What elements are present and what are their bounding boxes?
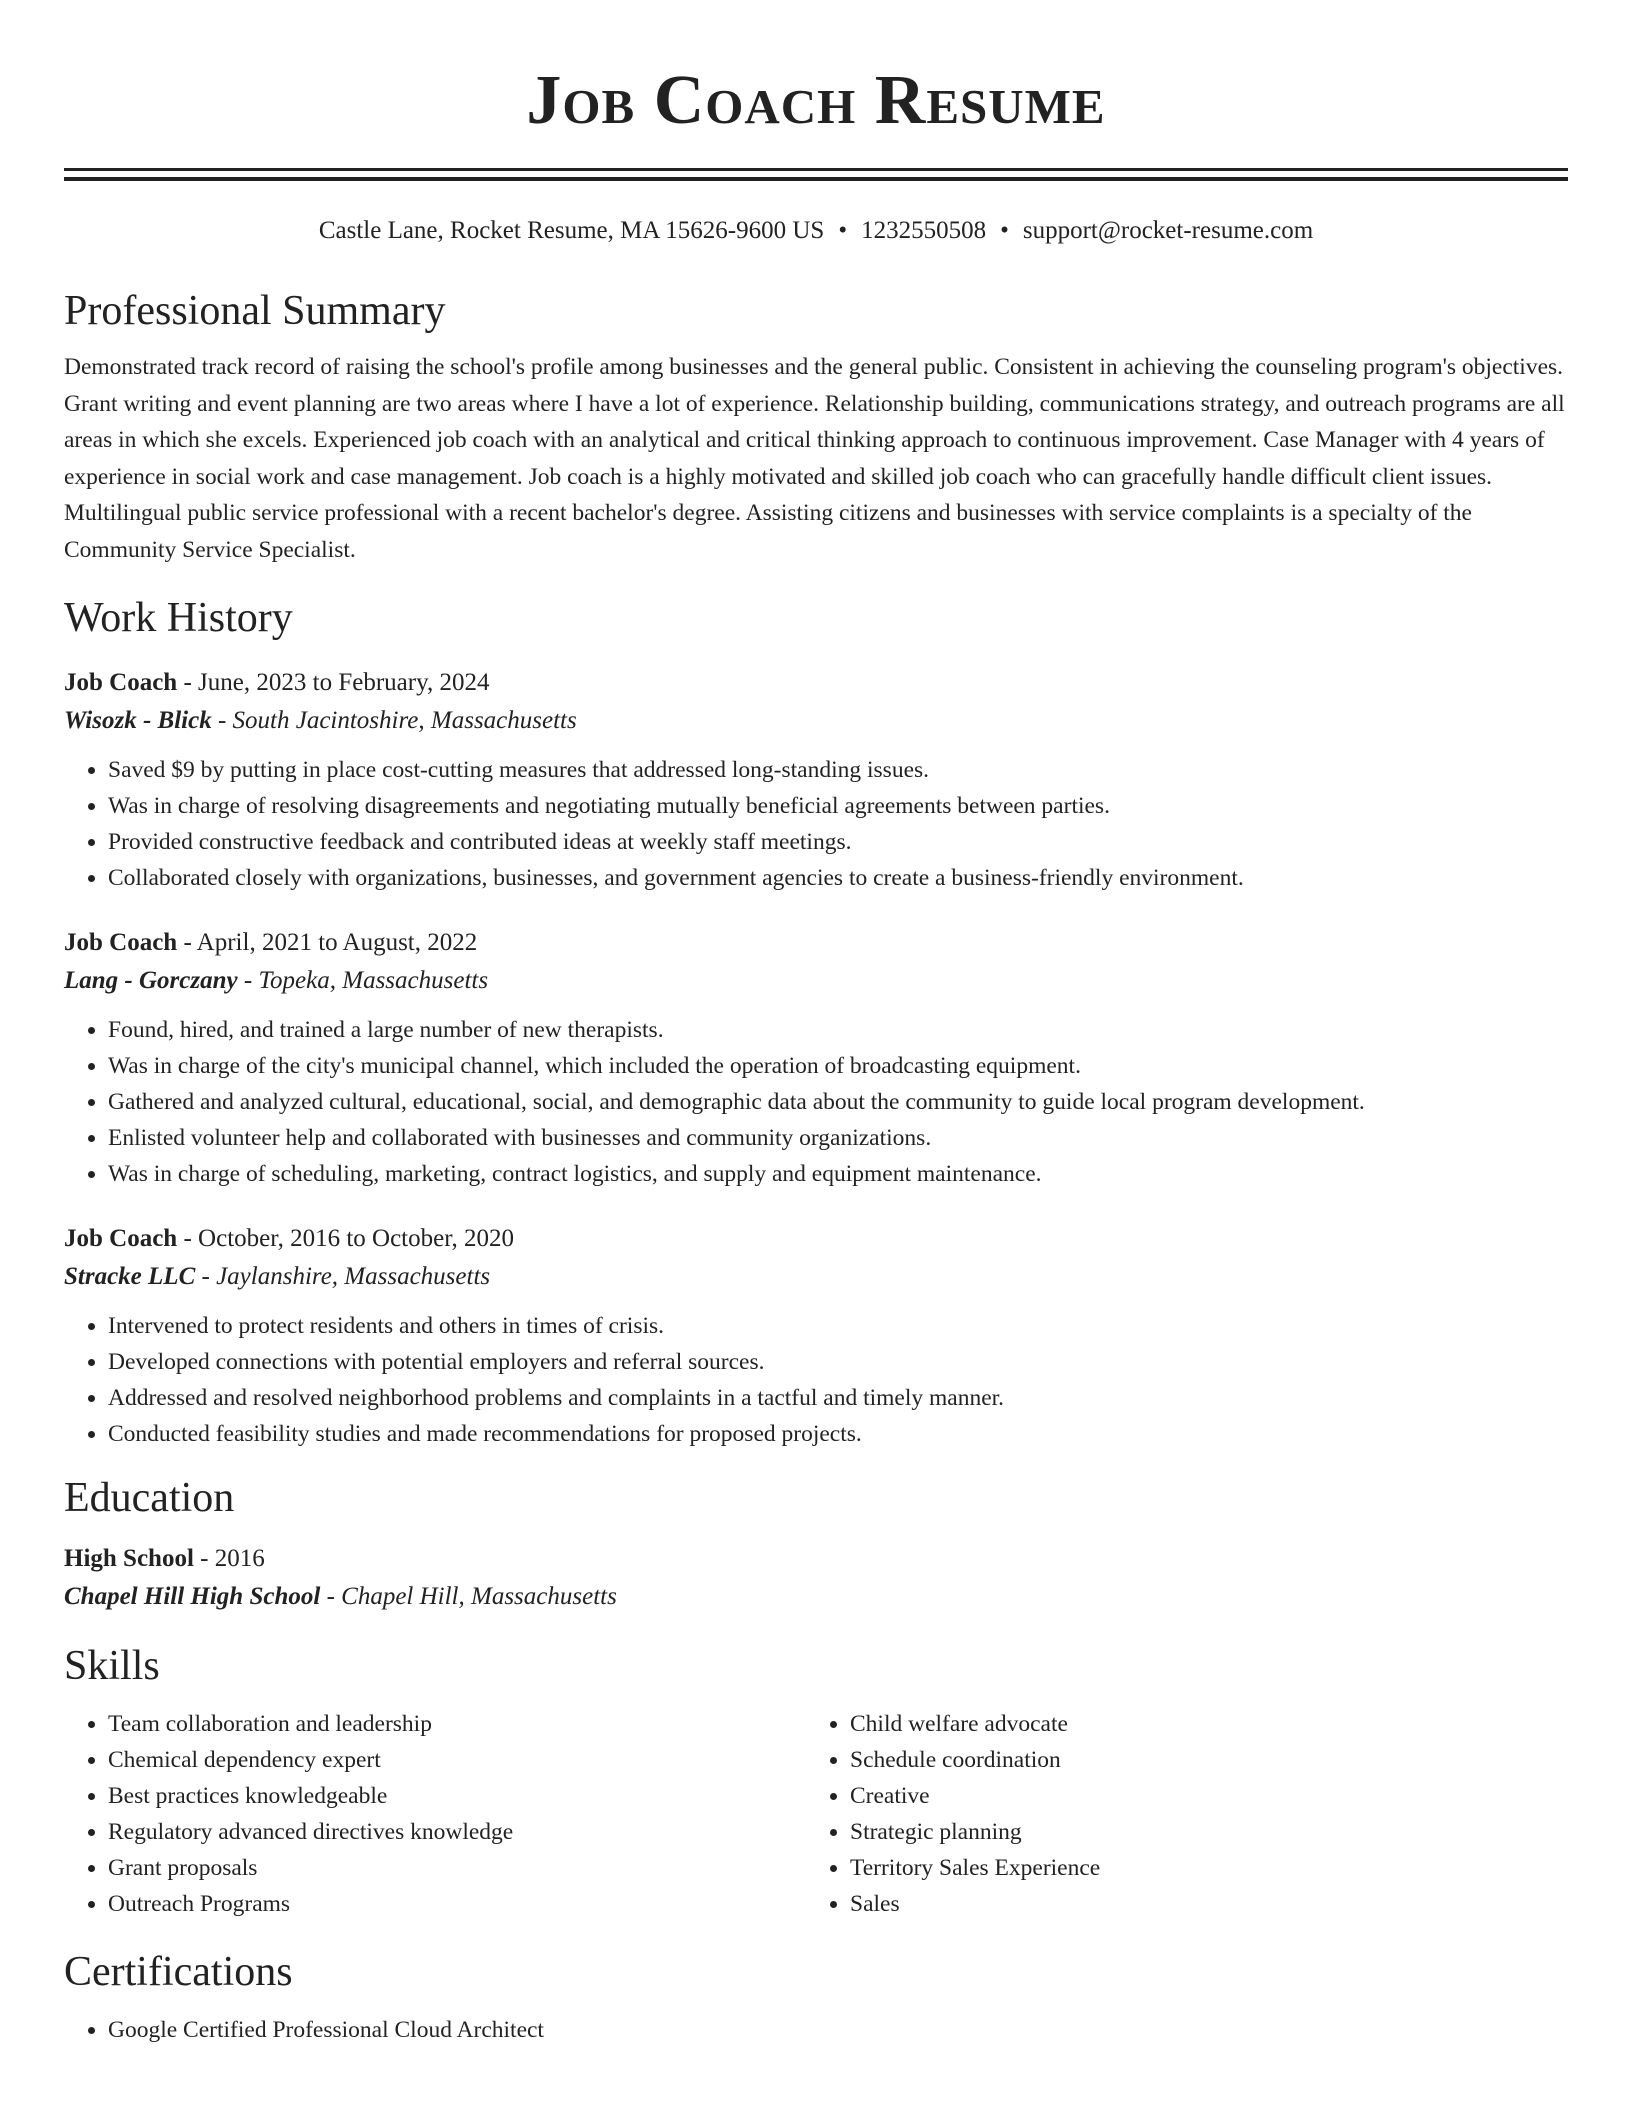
list-item: • Territory Sales Experience <box>850 1850 1548 1886</box>
job-dates: April, 2021 to August, 2022 <box>196 929 478 956</box>
company-line <box>64 1258 1568 1296</box>
contact-email: support@rocket-resume.com <box>1022 217 1314 244</box>
dash: - <box>195 1263 217 1290</box>
company-location: Topeka, Massachusetts <box>258 967 489 994</box>
dash: - <box>177 929 197 956</box>
job-entry <box>64 924 1568 1192</box>
school-location: Chapel Hill, Massachusetts <box>341 1583 617 1610</box>
list-item: • Collaborated closely with organizations, businesses, and government agencies to create a business-friendly environment. <box>108 860 1568 896</box>
list-item: • Was in charge of the city's municipal channel, which included the operation of broadcasting equipment. <box>108 1048 1568 1084</box>
skills-columns <box>64 1706 1568 1922</box>
title-divider-thin <box>64 168 1568 171</box>
summary-heading: Professional Summary <box>64 288 446 334</box>
dash: - <box>320 1583 342 1610</box>
certifications-heading: Certifications <box>64 1949 293 1995</box>
job-dates: June, 2023 to February, 2024 <box>198 669 490 696</box>
list-item: • Grant proposals <box>108 1850 806 1886</box>
school-name: Chapel Hill High School <box>64 1583 321 1610</box>
list-item: • Saved $9 by putting in place cost-cutting measures that addressed long-standing issues. <box>108 752 1568 788</box>
list-item: • Creative <box>850 1778 1548 1814</box>
title-divider-thick <box>64 177 1568 181</box>
list-item: • Was in charge of resolving disagreements and negotiating mutually beneficial agreements between parties. <box>108 788 1568 824</box>
contact-address: Castle Lane, Rocket Resume, MA 15626-9600 US <box>318 217 825 244</box>
skills-list-right <box>806 1706 1548 1922</box>
job-bullets <box>64 1012 1568 1192</box>
company-name: Wisozk - Blick <box>64 707 212 734</box>
skills-heading: Skills <box>64 1643 160 1689</box>
list-item: • Outreach Programs <box>108 1886 806 1922</box>
degree-line <box>64 1540 1568 1578</box>
list-item: • Chemical dependency expert <box>108 1742 806 1778</box>
dash: - <box>193 1545 215 1572</box>
job-title-line <box>64 1220 1568 1258</box>
job-title: Job Coach <box>64 1225 178 1252</box>
certifications-list <box>64 2012 1568 2048</box>
company-location: South Jacintoshire, Massachusetts <box>232 707 577 734</box>
list-item: • Intervened to protect residents and others in times of crisis. <box>108 1308 1568 1344</box>
skills-list-left <box>64 1706 806 1922</box>
job-title: Job Coach <box>64 929 178 956</box>
work-history-heading: Work History <box>64 595 293 641</box>
list-item: • Team collaboration and leadership <box>108 1706 806 1742</box>
company-name: Lang - Gorczany <box>64 967 238 994</box>
graduation-year: 2016 <box>214 1545 265 1572</box>
bullet-separator: • <box>838 217 848 244</box>
list-item: • Schedule coordination <box>850 1742 1548 1778</box>
list-item: • Strategic planning <box>850 1814 1548 1850</box>
company-name: Stracke LLC <box>64 1263 196 1290</box>
list-item: • Enlisted volunteer help and collaborated with businesses and community organizations. <box>108 1120 1568 1156</box>
list-item: • Sales <box>850 1886 1548 1922</box>
list-item: • Child welfare advocate <box>850 1706 1548 1742</box>
job-title: Job Coach <box>64 669 178 696</box>
list-item: • Was in charge of scheduling, marketing, contract logistics, and supply and equipment maintenance. <box>108 1156 1568 1192</box>
list-item: • Provided constructive feedback and contributed ideas at weekly staff meetings. <box>108 824 1568 860</box>
list-item: • Addressed and resolved neighborhood problems and complaints in a tactful and timely manner. <box>108 1380 1568 1416</box>
contact-phone: 1232550508 <box>861 217 987 244</box>
dash: - <box>177 669 199 696</box>
bullet-separator: • <box>1000 217 1009 244</box>
job-entry <box>64 664 1568 896</box>
company-location: Jaylanshire, Massachusetts <box>216 1263 491 1290</box>
contact-line <box>64 215 1568 247</box>
job-bullets <box>64 1308 1568 1452</box>
education-entry <box>64 1540 1568 1616</box>
company-line <box>64 962 1568 1000</box>
degree: High School <box>64 1545 194 1572</box>
list-item: • Google Certified Professional Cloud Architect <box>108 2012 1568 2048</box>
summary-text: Demonstrated track record of raising the school's profile among businesses and the general public. Consistent in achieving the counseling program's objectives. Grant writing and event planning are two areas where I have a lot of experience. Relationship building, communications strategy, and outreach programs are all areas in which she excels. Experienced job coach with an analytical and critical thinking approach to continuous improvement. Case Manager with 4 years of experience in social work and case management. Job coach is a highly motivated and skilled job coach who can gracefully handle difficult client issues. Multilingual public service professional with a recent bachelor's degree. Assisting citizens and businesses with service complaints is a specialty of the Community Service Specialist. <box>64 354 1565 563</box>
dash: - <box>237 967 259 994</box>
resume-page <box>64 0 1568 2048</box>
skills-column-left <box>64 1706 806 1922</box>
list-item: • Gathered and analyzed cultural, educational, social, and demographic data about the community to guide local program development. <box>108 1084 1568 1120</box>
skills-column-right <box>806 1706 1548 1922</box>
company-line <box>64 702 1568 740</box>
dash: - <box>211 707 233 734</box>
list-item: • Found, hired, and trained a large number of new therapists. <box>108 1012 1568 1048</box>
job-entry <box>64 1220 1568 1452</box>
list-item: • Developed connections with potential employers and referral sources. <box>108 1344 1568 1380</box>
education-heading: Education <box>64 1475 235 1521</box>
list-item: • Regulatory advanced directives knowledge <box>108 1814 806 1850</box>
job-title-line <box>64 924 1568 962</box>
list-item: • Conducted feasibility studies and made recommendations for proposed projects. <box>108 1416 1568 1452</box>
school-line <box>64 1578 1568 1616</box>
job-dates: October, 2016 to October, 2020 <box>198 1225 515 1252</box>
resume-title: Job Coach Resume <box>526 62 1106 139</box>
job-title-line <box>64 664 1568 702</box>
list-item: • Best practices knowledgeable <box>108 1778 806 1814</box>
job-bullets <box>64 752 1568 896</box>
dash: - <box>177 1225 199 1252</box>
